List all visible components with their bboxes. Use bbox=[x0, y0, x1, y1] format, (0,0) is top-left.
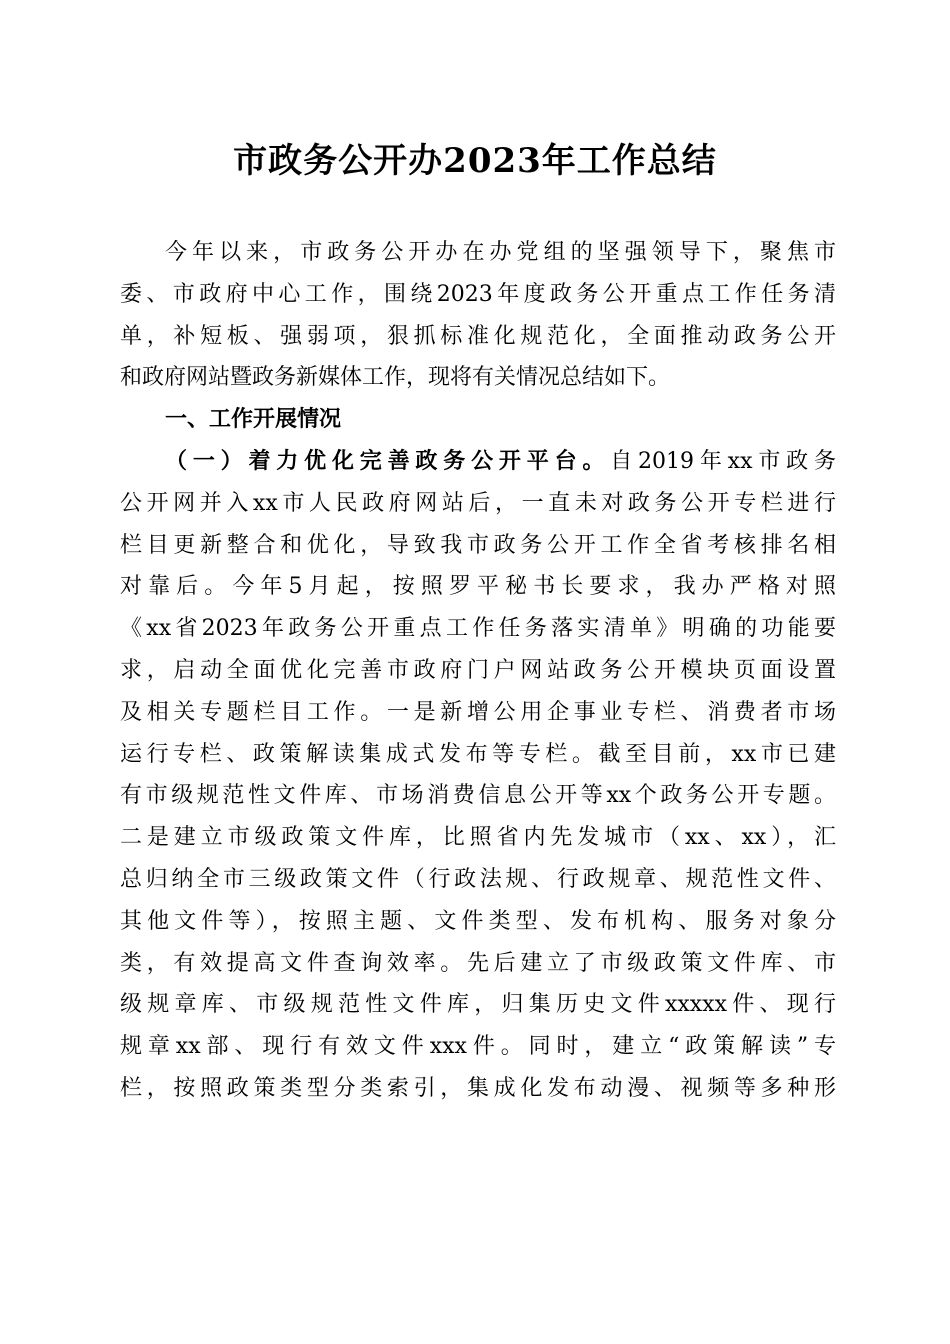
paragraph-line: 及相关专题栏目工作。一是新增公用企事业专栏、消费者市场 bbox=[120, 699, 836, 725]
paragraph-line: 规章xx部、现行有效文件xxx件。同时，建立“政策解读”专 bbox=[120, 1034, 836, 1060]
intro-line: 和政府网站暨政务新媒体工作，现将有关情况总结如下。 bbox=[120, 365, 671, 391]
paragraph-line: 《xx省2023年政务公开重点工作任务落实清单》明确的功能要 bbox=[120, 616, 836, 642]
paragraph-line: 栏，按照政策类型分类索引，集成化发布动漫、视频等多种形 bbox=[120, 1075, 836, 1101]
paragraph-line: 类，有效提高文件查询效率。先后建立了市级政策文件库、市 bbox=[120, 950, 836, 976]
paragraph-line: 级规章库、市级规范性文件库，归集历史文件xxxxx件、现行 bbox=[120, 992, 836, 1018]
paragraph-line: 公开网并入xx市人民政府网站后，一直未对政务公开专栏进行 bbox=[120, 490, 836, 516]
paragraph-line: 有市级规范性文件库、市场消费信息公开等xx个政务公开专题。 bbox=[120, 783, 836, 809]
subsection-first-line bbox=[120, 441, 836, 483]
document-body bbox=[120, 232, 836, 1110]
paragraph-line: 对靠后。今年5月起，按照罗平秘书长要求，我办严格对照 bbox=[120, 574, 836, 600]
intro-line: 单，补短板、强弱项，狠抓标准化规范化，全面推动政务公开 bbox=[120, 323, 836, 349]
subsection-first-line-rest: 自2019年xx市政务 bbox=[610, 448, 836, 474]
intro-line: 委、市政府中心工作，围绕2023年度政务公开重点工作任务清 bbox=[120, 281, 836, 307]
paragraph-line: 运行专栏、政策解读集成式发布等专栏。截至目前，xx市已建 bbox=[120, 741, 836, 767]
subsection-lead: （一）着力优化完善政务公开平台。 bbox=[165, 447, 611, 474]
paragraph-line: 栏目更新整合和优化，导致我市政务公开工作全省考核排名相 bbox=[120, 532, 836, 558]
document-title: 市政务公开办2023年工作总结 bbox=[233, 141, 717, 181]
intro-line: 今年以来，市政务公开办在办党组的坚强领导下，聚焦市 bbox=[165, 240, 836, 265]
paragraph-line: 其他文件等），按照主题、文件类型、发布机构、服务对象分 bbox=[120, 908, 836, 934]
paragraph-line: 总归纳全市三级政策文件（行政法规、行政规章、规范性文件、 bbox=[120, 866, 836, 892]
paragraph-line: 二是建立市级政策文件库，比照省内先发城市（xx、xx），汇 bbox=[120, 825, 836, 851]
paragraph-line: 求，启动全面优化完善市政府门户网站政务公开模块页面设置 bbox=[120, 657, 836, 683]
section-heading: 一、工作开展情况 bbox=[165, 407, 342, 433]
